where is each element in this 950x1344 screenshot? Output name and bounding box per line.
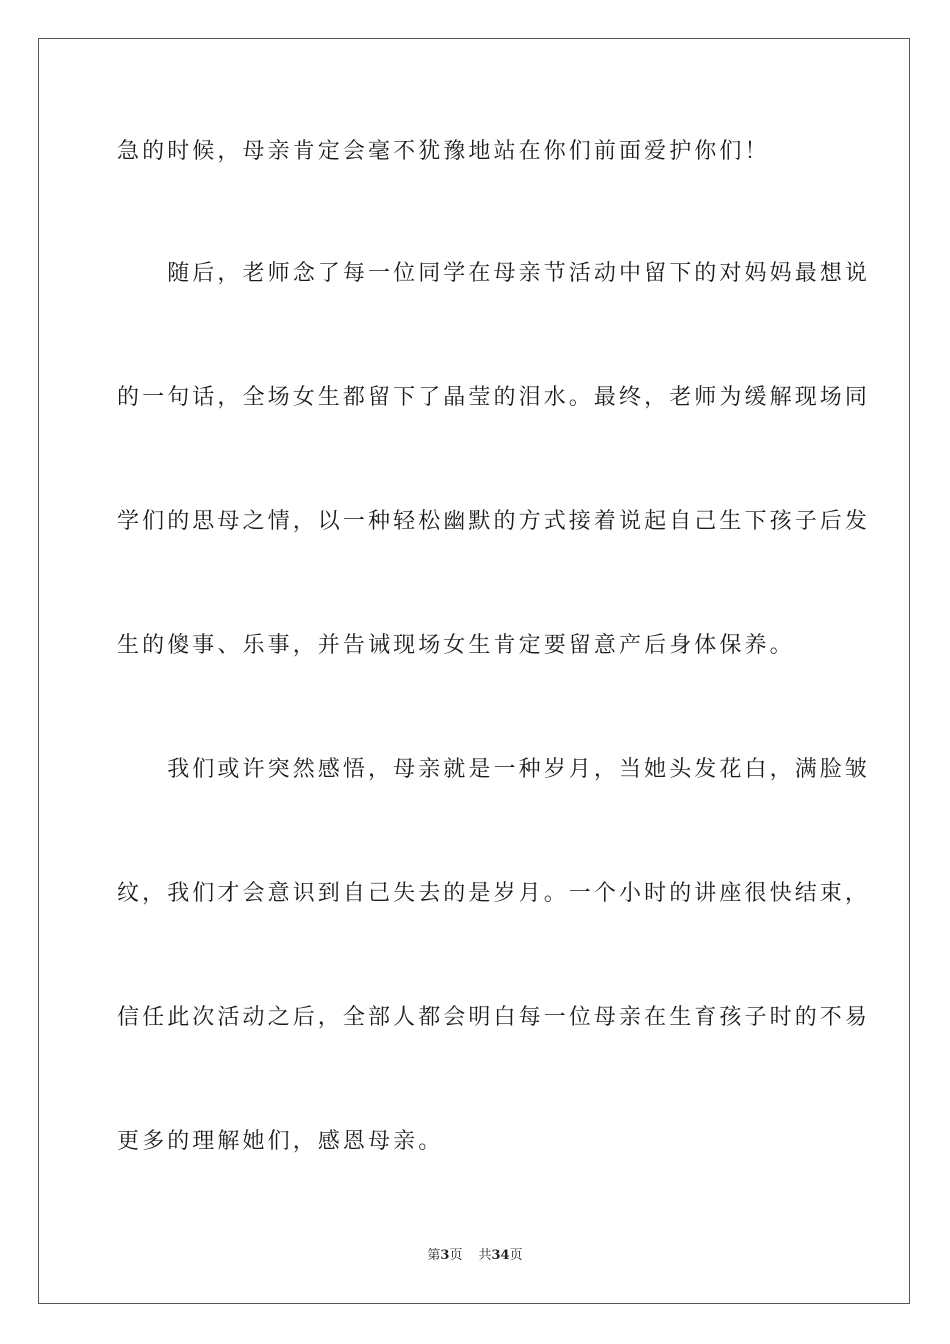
total-suffix: 页 xyxy=(509,1248,523,1263)
text-line-3: 的一句话，全场女生都留下了晶莹的泪水。最终，老师为缓解现场同 xyxy=(117,385,871,410)
text-line-8: 信任此次活动之后，全部人都会明白每一位母亲在生育孩子时的不易 xyxy=(117,1005,871,1030)
text-line-2: 随后，老师念了每一位同学在母亲节活动中留下的对妈妈最想说 xyxy=(117,261,871,286)
text-line-7: 纹，我们才会意识到自己失去的是岁月。一个小时的讲座很快结束， xyxy=(117,881,871,906)
page-footer xyxy=(0,1247,950,1265)
text-line-4: 学们的思母之情，以一种轻松幽默的方式接着说起自己生下孩子后发 xyxy=(117,509,871,534)
page-prefix: 第 xyxy=(427,1248,441,1263)
text-line-6: 我们或许突然感悟，母亲就是一种岁月，当她头发花白，满脸皱 xyxy=(117,757,871,782)
page-suffix: 页 xyxy=(449,1248,463,1263)
text-line-5: 生的傻事、乐事，并告诫现场女生肯定要留意产后身体保养。 xyxy=(117,633,795,658)
page-number: 3 xyxy=(440,1248,450,1263)
total-prefix: 共 xyxy=(478,1248,492,1263)
total-pages: 34 xyxy=(491,1248,510,1263)
text-line-1: 急的时候，母亲肯定会毫不犹豫地站在你们前面爱护你们！ xyxy=(117,139,770,164)
page-border xyxy=(38,38,910,1304)
text-line-9: 更多的理解她们，感恩母亲。 xyxy=(117,1129,444,1154)
